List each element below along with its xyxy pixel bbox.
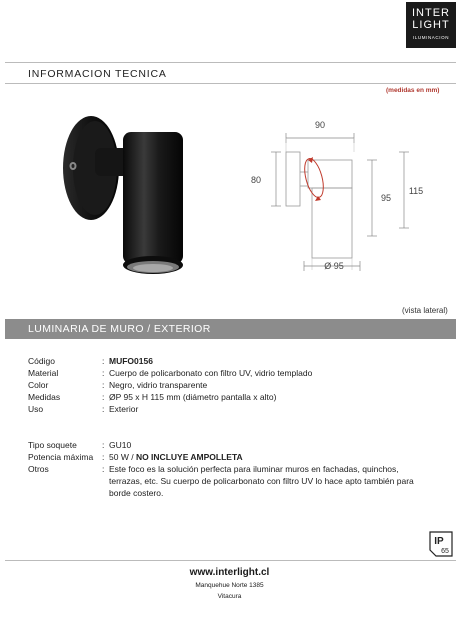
spec-value-other-1: Este foco es la solución perfecta para iluminar muros en fachadas, quinchos,: [109, 464, 399, 474]
spec-value-code: MUFO0156: [109, 356, 153, 366]
spec-label-color: Color: [28, 380, 49, 390]
spec-separator: :: [102, 392, 105, 402]
drawing-plate: [286, 152, 300, 206]
footer-url[interactable]: www.interlight.cl: [189, 567, 270, 578]
dim-115-label: 115: [408, 186, 424, 196]
spec-separator: :: [102, 440, 105, 450]
spec-label-material: Material: [28, 368, 59, 378]
spec-value-power-note: NO INCLUYE AMPOLLETA: [135, 452, 243, 462]
ip65-icon: [428, 530, 454, 558]
logo-line-1: INTER: [412, 7, 450, 19]
product-photo: [55, 110, 190, 290]
spec-value-power: [109, 451, 454, 463]
spec-label-code: Código: [28, 356, 55, 366]
ip-rating: 65: [441, 548, 449, 555]
spec-label-socket: Tipo soquete: [28, 440, 77, 450]
footer-address-street: Manquehue Norte 1385: [195, 582, 264, 589]
spec-separator: :: [102, 464, 105, 474]
spec-value-use: Exterior: [109, 404, 139, 414]
spec-value-other-2: terrazas, etc. Su cuerpo de policarbonato con filtro UV lo hace apto también para: [109, 476, 414, 486]
ip-label: IP: [434, 536, 444, 547]
product-category-title: LUMINARIA DE MURO / EXTERIOR: [28, 323, 211, 335]
dim-width-label: 90: [314, 120, 326, 130]
spec-value-measures: ØP 95 x H 115 mm (diámetro pantalla x alto): [109, 392, 277, 402]
spec-value-material: Cuerpo de policarbonato con filtro UV, vidrio templado: [109, 368, 313, 378]
dim-95-label: 95: [380, 193, 392, 203]
spec-value-color: Negro, vidrio transparente: [109, 380, 208, 390]
spec-separator: :: [102, 356, 105, 366]
spec-value-power-watts: 50 W /: [109, 452, 136, 462]
spec-label-use: Uso: [28, 404, 44, 414]
spec-value-other-3: borde costero.: [109, 488, 164, 498]
spec-separator: :: [102, 380, 105, 390]
spec-value-socket: GU10: [109, 440, 132, 450]
view-note: (vista lateral): [402, 306, 448, 315]
spec-separator: :: [102, 368, 105, 378]
brand-logo: [406, 2, 456, 48]
rotation-arrow: [301, 157, 327, 200]
spec-separator: :: [102, 404, 105, 414]
spec-label-power: Potencia máxima: [28, 452, 94, 462]
title-divider: [5, 83, 456, 84]
top-divider: [5, 62, 456, 63]
spec-separator: :: [102, 452, 105, 462]
footer-divider: [5, 560, 456, 561]
units-note: (medidas en mm): [386, 87, 440, 94]
spec-label-measures: Medidas: [28, 392, 61, 402]
technical-drawing: [240, 110, 430, 280]
dim-80-label: 80: [250, 175, 262, 185]
drawing-head: [308, 160, 352, 188]
spec-label-other: Otros: [28, 464, 49, 474]
logo-line-2: LIGHT: [412, 19, 450, 31]
dim-diameter-label: Ø 95: [324, 261, 344, 271]
logo-line-3: ILUMINACION: [412, 35, 450, 40]
section-title: INFORMACION TECNICA: [28, 68, 167, 80]
footer-address-city: Vitacura: [217, 593, 242, 600]
